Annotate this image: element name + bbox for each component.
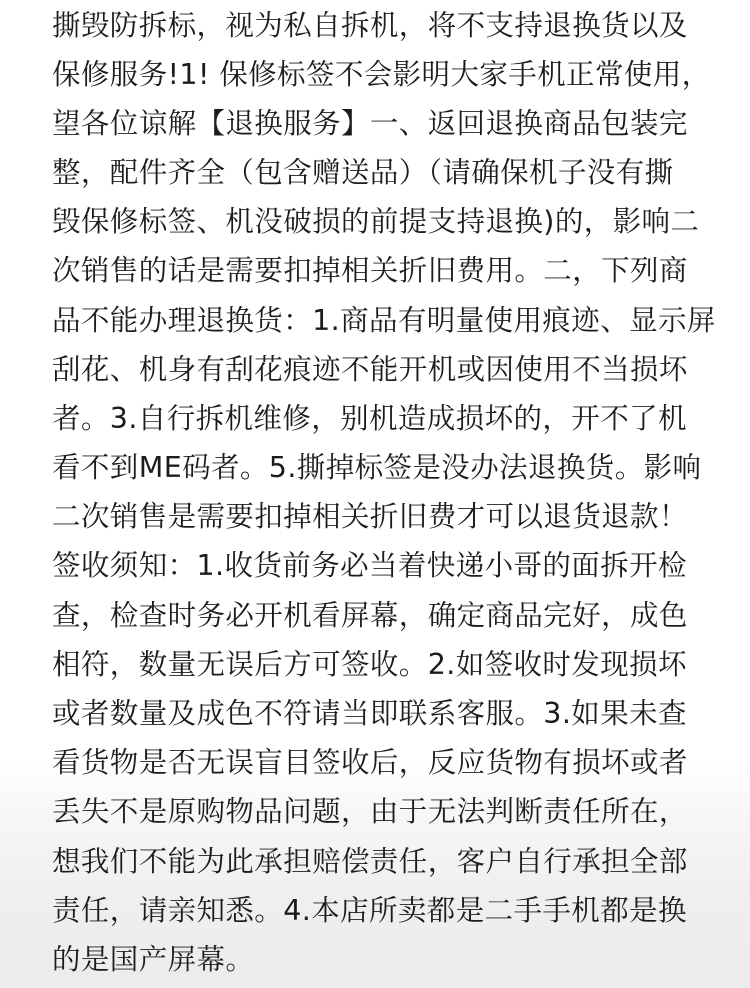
text-line-5: 毁保修标签、机没破损的前提支持退换)的，影响二 (52, 205, 700, 238)
text-line-9: 者。3.自行拆机维修，别机造成损坏的，开不了机 (52, 402, 687, 435)
text-line-18: 想我们不能为此承担赔偿责任，客户自行承担全部 (52, 845, 688, 878)
text-line-17: 丢失不是原购物品问题，由于无法判断责任所在， (52, 795, 688, 828)
text-line-12: 签收须知：1.收货前务必当着快递小哥的面拆开检 (52, 549, 687, 582)
text-line-10: 看不到ME码者。5.撕掉标签是没办法退换货。影响 (52, 451, 702, 484)
text-line-4: 整，配件齐全（包含赠送品）（请确保机子没有撕 (52, 156, 674, 189)
text-line-8: 刮花、机身有刮花痕迹不能开机或因使用不当损坏 (52, 353, 688, 386)
text-line-20: 的是国产屏幕。 (52, 943, 255, 976)
text-line-13: 查，检查时务必开机看屏幕，确定商品完好，成色 (52, 599, 688, 632)
text-line-2: 保修服务!1! 保修标签不会影明大家手机正常使用， (52, 58, 711, 91)
text-line-15: 或者数量及成色不符请当即联系客服。3.如果未查 (52, 697, 687, 730)
text-line-7: 品不能办理退换货：1.商品有明量使用痕迹、显示屏 (52, 304, 716, 337)
text-line-11: 二次销售是需要扣掉相关折旧费才可以退货退款！ (52, 500, 688, 533)
text-line-6: 次销售的话是需要扣掉相关折旧费用。二，下列商 (52, 254, 688, 287)
text-line-1: 撕毁防拆标，视为私自拆机，将不支持退换货以及 (52, 9, 688, 42)
text-line-14: 相符，数量无误后方可签收。2.如签收时发现损坏 (52, 648, 687, 681)
text-line-16: 看货物是否无误盲目签收后，反应货物有损坏或者 (52, 746, 688, 779)
text-line-3: 望各位谅解【退换服务】一、返回退换商品包装完 (52, 107, 688, 140)
text-line-19: 责任，请亲知悉。4.本店所卖都是二手手机都是换 (52, 894, 687, 927)
